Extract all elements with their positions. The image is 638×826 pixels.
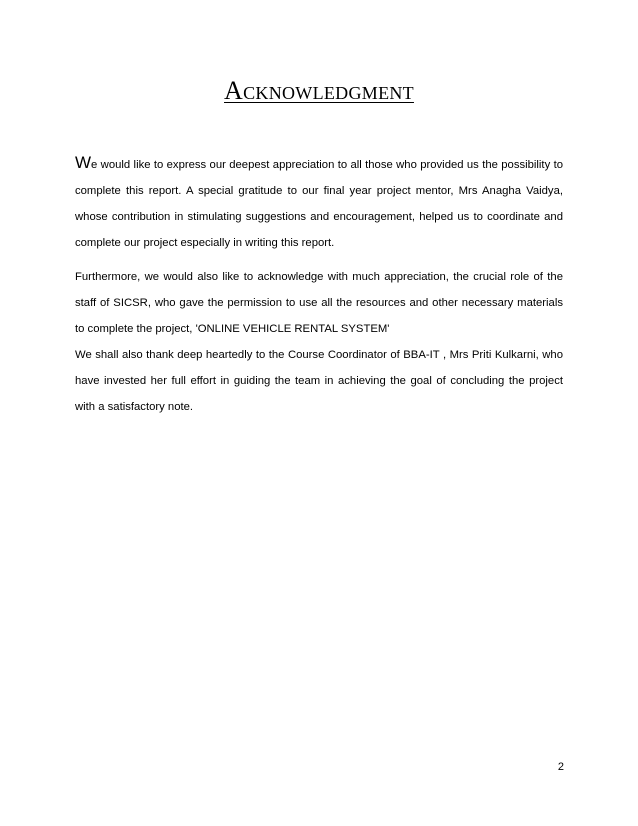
paragraph-3 bbox=[75, 342, 563, 420]
paragraph-2-text: Furthermore, we would also like to acknowledge with much appreciation, the crucial role of the staff of SICSR, who gave the permission to use all the resources and other necessary materials to complete the project, 'ONLINE VEHICLE RENTAL SYSTEM' bbox=[75, 271, 563, 335]
paragraph-2 bbox=[75, 264, 563, 342]
paragraph-1-text: e would like to express our deepest appreciation to all those who provided us the possibility to complete this report. A special gratitude to our final year project mentor, Mrs Anagha Vaidya, whose contribution in stimulating suggestions and encouragement, helped us to coordinate and complete our project especially in writing this report. bbox=[75, 159, 563, 249]
page-title: Acknowledgment bbox=[224, 76, 414, 105]
paragraph-1 bbox=[75, 152, 563, 256]
paragraph-3-text: We shall also thank deep heartedly to the Course Coordinator of BBA-IT , Mrs Priti Kulkarni, who have invested her full effort in guiding the team in achieving the goal of concluding the project with a satisfactory note. bbox=[75, 349, 563, 413]
paragraph-1-dropcap: W bbox=[75, 153, 92, 172]
page-number: 2 bbox=[557, 761, 564, 773]
